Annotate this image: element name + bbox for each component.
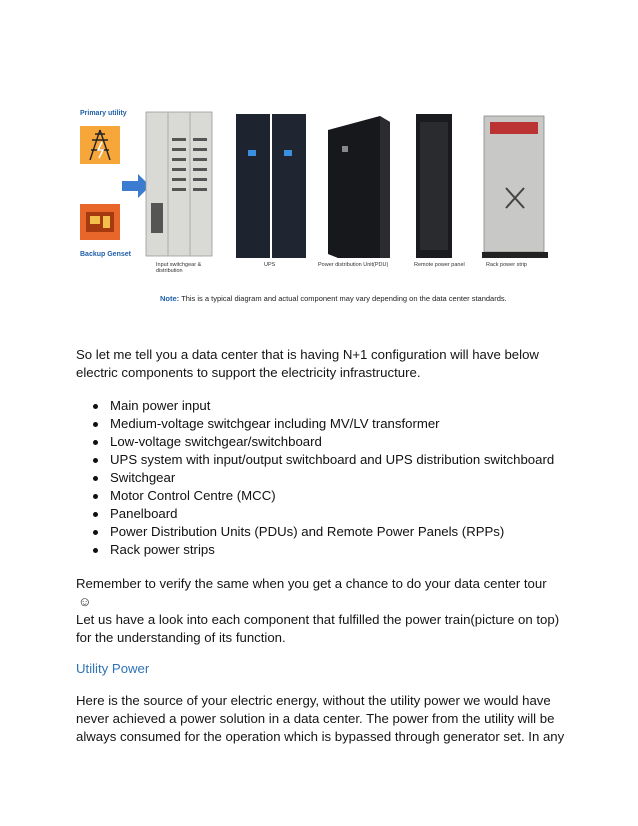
utility-text: Here is the source of your electric energy, without the utility power we would have never achieved a power solution in a data center. The power from the utility will be always consumed for the operation which is bypassed through generator set. In any: [76, 693, 565, 744]
generator-icon: [80, 204, 120, 240]
component-label-pdu: Power distribution Unit(PDU): [318, 262, 389, 268]
smiley-icon: ☺: [78, 594, 92, 609]
backup-genset-label: Backup Genset: [80, 251, 131, 258]
figure-note: [160, 294, 507, 303]
list-item: Rack power strips: [76, 541, 576, 559]
look-text: Let us have a look into each component that fulfilled the power train(picture on top) for the understanding of its function.: [76, 612, 560, 645]
component-label-rpp: Remote power panel: [414, 262, 465, 268]
component-list: [76, 397, 576, 559]
intro-text: So let me tell you a data center that is having N+1 configuration will have below electric components to support the electricity infrastructure.: [76, 347, 539, 380]
remote-power-panel: [416, 114, 452, 258]
intro-paragraph: [76, 346, 568, 382]
list-item: UPS system with input/output switchboard and UPS distribution switchboard: [76, 451, 576, 469]
note-text: This is a typical diagram and actual component may vary depending on the data center standards.: [181, 294, 507, 303]
power-train-diagram: [78, 108, 558, 308]
switchgear-cabinet: [146, 112, 212, 256]
primary-utility-label: Primary utility: [80, 110, 127, 117]
pdu-cabinet: [328, 116, 390, 258]
remember-paragraph: [76, 575, 568, 647]
power-train-figure: [78, 108, 558, 308]
list-item: Motor Control Centre (MCC): [76, 487, 576, 505]
utility-paragraph: [76, 692, 566, 746]
list-item: Power Distribution Units (PDUs) and Remote Power Panels (RPPs): [76, 523, 576, 541]
component-label-rack-strip: Rack power strip: [486, 262, 527, 268]
rack-power-strip: [482, 116, 548, 258]
component-label-switchgear: Input switchgear & distribution: [156, 262, 202, 275]
list-item: Low-voltage switchgear/switchboard: [76, 433, 576, 451]
note-label: Note:: [160, 294, 180, 303]
list-item: Main power input: [76, 397, 576, 415]
lightning-tower-icon: [80, 126, 120, 164]
section-heading-utility-power: Utility Power: [76, 661, 150, 676]
list-item: Panelboard: [76, 505, 576, 523]
ups-cabinets: [236, 114, 306, 258]
remember-text: Remember to verify the same when you get a chance to do your data center tour: [76, 576, 547, 591]
list-item: Medium-voltage switchgear including MV/LV transformer: [76, 415, 576, 433]
list-item: Switchgear: [76, 469, 576, 487]
component-label-ups: UPS: [264, 262, 276, 268]
